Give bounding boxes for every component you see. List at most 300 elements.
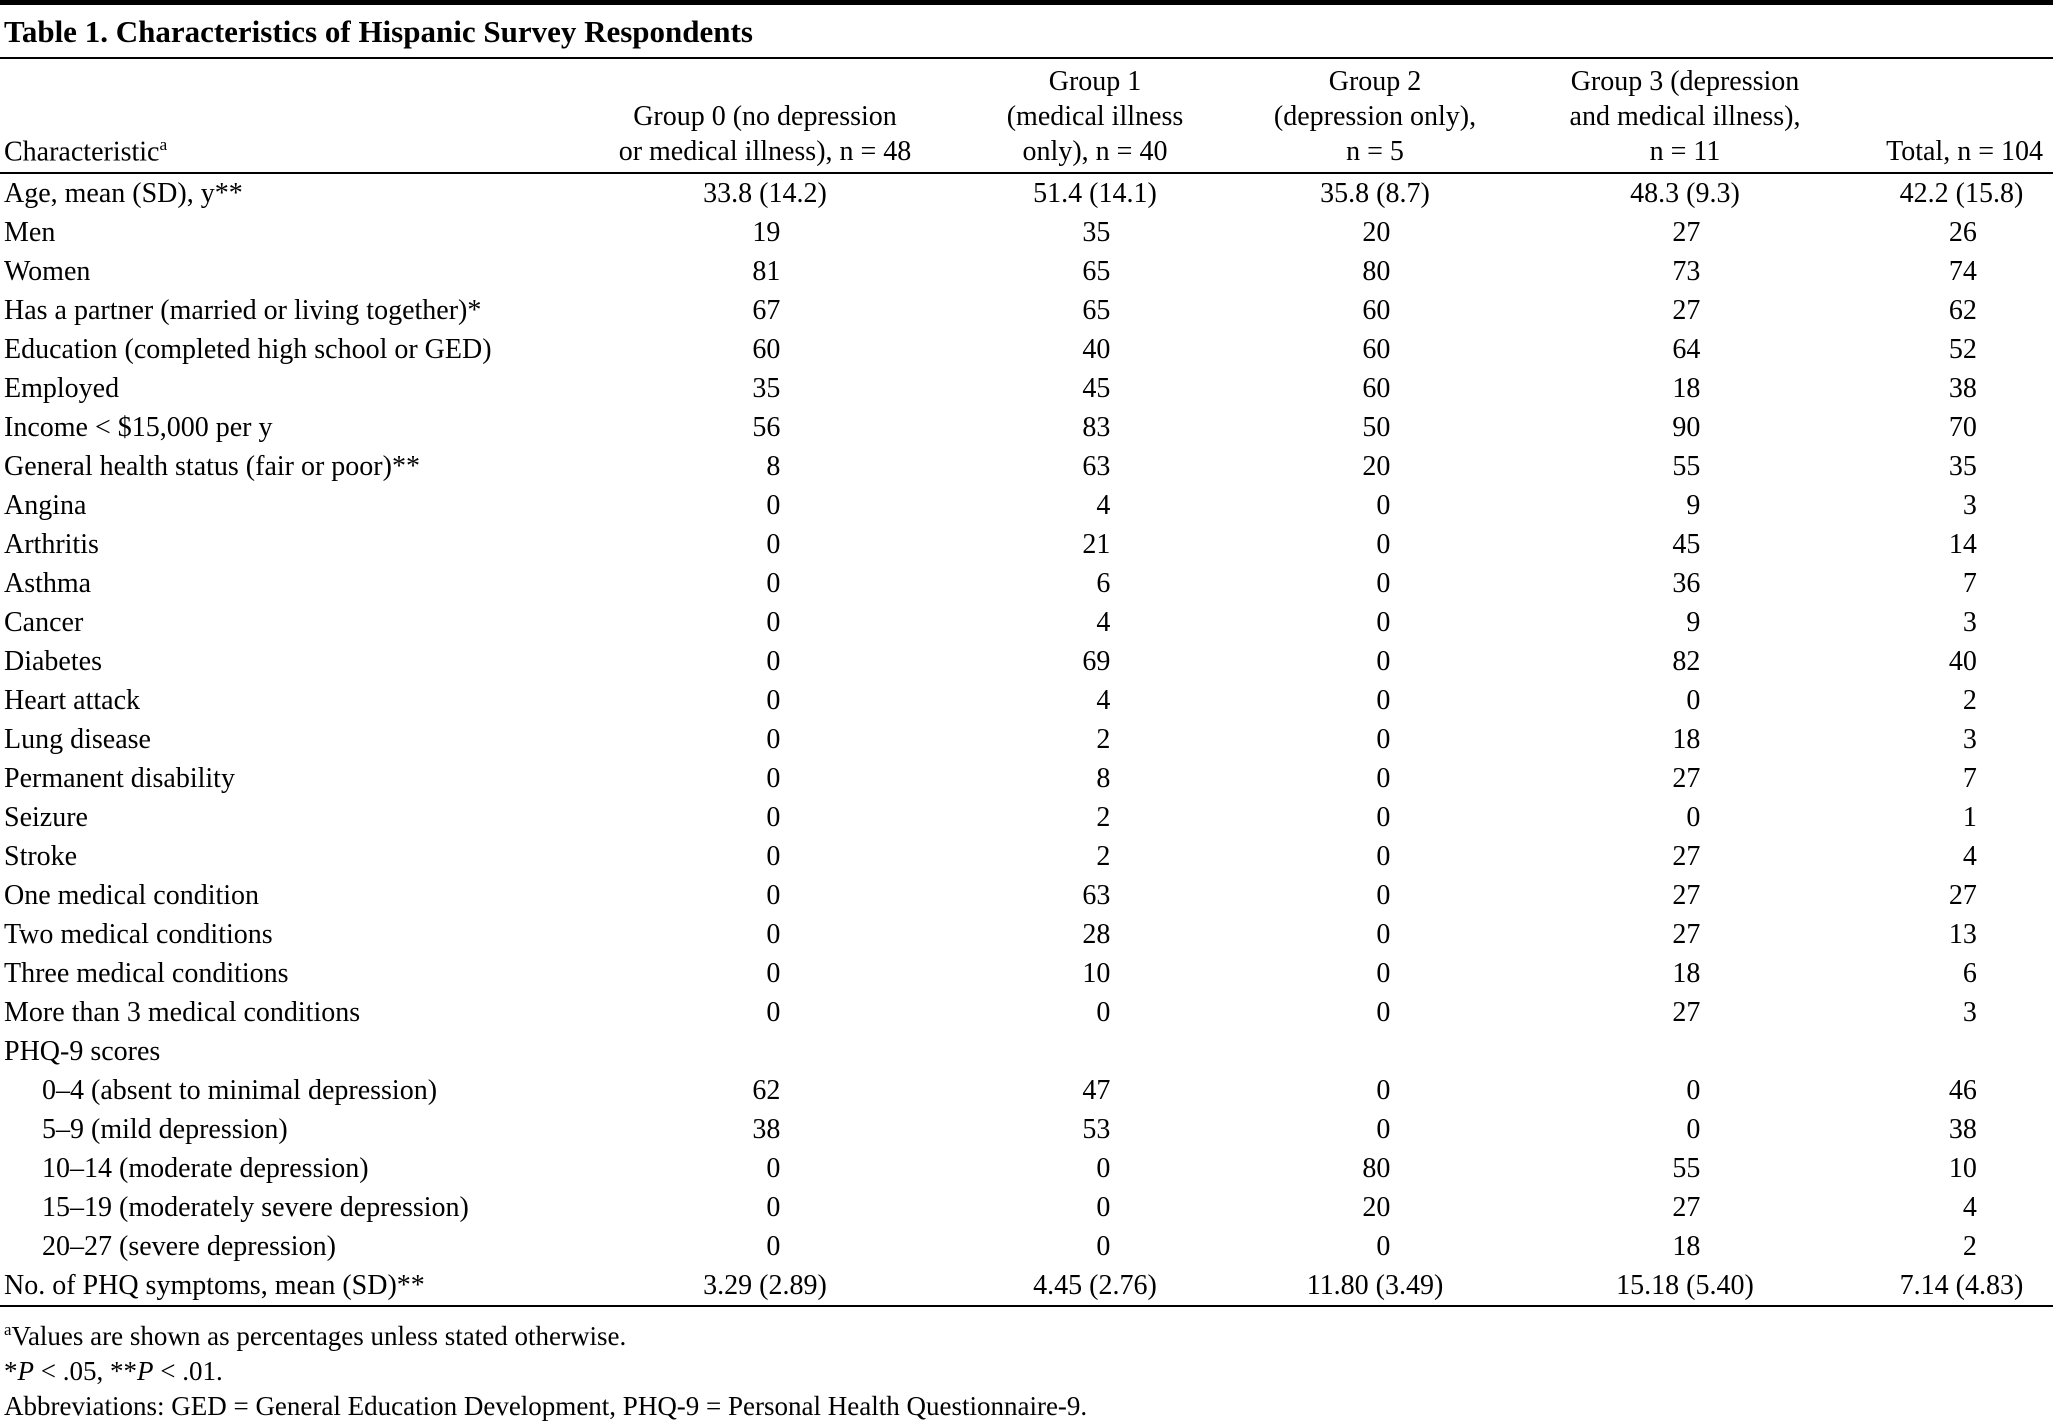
cell-value: 80 xyxy=(1362,1153,1391,1184)
cell xyxy=(1500,1071,1870,1110)
cell-value: 3 xyxy=(1962,997,1977,1028)
header-line: Group 1 xyxy=(1048,66,1142,97)
cell-value: 40 xyxy=(1082,334,1111,365)
row-label: General health status (fair or poor)** xyxy=(4,451,420,482)
cell-value: 27 xyxy=(1672,295,1701,326)
cell xyxy=(1870,876,2053,915)
cell xyxy=(1870,291,2053,330)
table-body xyxy=(0,173,2053,1306)
cell xyxy=(1870,369,2053,408)
cell-value: 8 xyxy=(766,451,781,482)
cell xyxy=(590,681,940,720)
footnote-text: P xyxy=(17,1356,34,1386)
cell xyxy=(1500,603,1870,642)
cell-value: 0 xyxy=(766,1192,781,1223)
footnote-text: Values are shown as percentages unless stated otherwise. xyxy=(11,1321,627,1351)
cell-value: 10 xyxy=(1948,1153,1977,1184)
cell-value: 0 xyxy=(766,724,781,755)
cell-value: 64 xyxy=(1672,334,1701,365)
cell-value: 27 xyxy=(1948,880,1977,911)
cell-value: 27 xyxy=(1672,1192,1701,1223)
cell-value: 14 xyxy=(1948,529,1977,560)
cell xyxy=(1500,564,1870,603)
table-row xyxy=(0,642,2053,681)
cell xyxy=(1500,1188,1870,1227)
cell xyxy=(1870,252,2053,291)
cell xyxy=(1500,915,1870,954)
cell xyxy=(590,408,940,447)
table-row xyxy=(0,1110,2053,1149)
cell xyxy=(1250,213,1500,252)
cell-value: 0 xyxy=(1096,1153,1111,1184)
row-label: Women xyxy=(4,256,91,287)
cell-value: 50 xyxy=(1362,412,1391,443)
table-row xyxy=(0,720,2053,759)
cell xyxy=(1870,564,2053,603)
cell xyxy=(1250,291,1500,330)
cell-value: 0 xyxy=(1376,1114,1391,1145)
row-label: Seizure xyxy=(4,802,88,833)
cell xyxy=(590,759,940,798)
cell-value: 18 xyxy=(1672,373,1701,404)
cell-value: 62 xyxy=(1948,295,1977,326)
col-header-group-4 xyxy=(1870,59,2053,173)
cell xyxy=(1500,252,1870,291)
cell-value: 19 xyxy=(752,217,781,248)
cell-value: 4 xyxy=(1096,490,1111,521)
cell-value: 0 xyxy=(766,685,781,716)
header-row xyxy=(0,59,2053,173)
cell xyxy=(590,798,940,837)
row-label: Three medical conditions xyxy=(4,958,289,989)
cell-value: 69 xyxy=(1082,646,1111,677)
row-label: Lung disease xyxy=(4,724,151,755)
cell-value: 20 xyxy=(1362,451,1391,482)
cell-value: 0 xyxy=(1376,880,1391,911)
cell xyxy=(940,876,1250,915)
cell xyxy=(590,954,940,993)
row-label: PHQ-9 scores xyxy=(4,1036,161,1067)
cell-value: 0 xyxy=(1376,1231,1391,1262)
row-label: Asthma xyxy=(4,568,92,599)
cell-value: 6 xyxy=(1962,958,1977,989)
header-line: (medical illness xyxy=(1006,101,1184,132)
cell-value: 45 xyxy=(1672,529,1701,560)
cell-value: 35.8 (8.7) xyxy=(1320,178,1430,209)
cell-value: 26 xyxy=(1948,217,1977,248)
cell xyxy=(590,213,940,252)
cell-value: 47 xyxy=(1082,1075,1111,1106)
cell xyxy=(1870,447,2053,486)
cell xyxy=(1500,720,1870,759)
cell-value: 0 xyxy=(766,997,781,1028)
cell xyxy=(590,1110,940,1149)
cell xyxy=(1250,759,1500,798)
cell xyxy=(590,993,940,1032)
cell-value: 0 xyxy=(1686,1114,1701,1145)
cell-value: 0 xyxy=(1376,646,1391,677)
cell xyxy=(1250,1227,1500,1266)
cell-value: 18 xyxy=(1672,1231,1701,1262)
cell xyxy=(1870,1032,2053,1071)
cell xyxy=(1870,759,2053,798)
cell-value: 0 xyxy=(766,568,781,599)
table-row xyxy=(0,369,2053,408)
header-line: n = 5 xyxy=(1346,136,1404,167)
cell xyxy=(1250,603,1500,642)
col-header-group-3 xyxy=(1500,59,1870,173)
cell xyxy=(940,1032,1250,1071)
cell-value: 0 xyxy=(766,490,781,521)
cell xyxy=(590,564,940,603)
cell xyxy=(940,681,1250,720)
cell xyxy=(1250,1032,1500,1071)
cell-value: 0 xyxy=(1376,1075,1391,1106)
table-row xyxy=(0,1071,2053,1110)
cell xyxy=(1250,876,1500,915)
cell-value: 27 xyxy=(1672,880,1701,911)
cell-value: 70 xyxy=(1948,412,1977,443)
cell xyxy=(940,954,1250,993)
table-row xyxy=(0,1227,2053,1266)
cell xyxy=(1250,993,1500,1032)
row-label: 5–9 (mild depression) xyxy=(42,1114,288,1145)
cell-value: 0 xyxy=(1376,841,1391,872)
cell xyxy=(1500,1149,1870,1188)
table-row xyxy=(0,1149,2053,1188)
row-label: Education (completed high school or GED) xyxy=(4,334,492,365)
cell-value: 8 xyxy=(1096,763,1111,794)
cell xyxy=(940,213,1250,252)
table-row xyxy=(0,486,2053,525)
cell xyxy=(1500,330,1870,369)
header-line: (depression only), xyxy=(1273,101,1477,132)
cell xyxy=(940,720,1250,759)
cell-value: 63 xyxy=(1082,880,1111,911)
cell xyxy=(1500,1032,1870,1071)
cell xyxy=(590,1149,940,1188)
table-row xyxy=(0,564,2053,603)
cell-value: 35 xyxy=(752,373,781,404)
cell-value: 83 xyxy=(1082,412,1111,443)
table-row xyxy=(0,408,2053,447)
header-line: n = 11 xyxy=(1649,136,1721,167)
cell xyxy=(1250,369,1500,408)
row-label: Has a partner (married or living together)* xyxy=(4,295,482,326)
cell xyxy=(940,1188,1250,1227)
header-line: or medical illness), n = 48 xyxy=(618,136,912,167)
cell xyxy=(1250,642,1500,681)
cell xyxy=(1250,408,1500,447)
cell xyxy=(940,525,1250,564)
cell xyxy=(1870,603,2053,642)
cell xyxy=(1870,1149,2053,1188)
row-label: Stroke xyxy=(4,841,78,872)
header-line: and medical illness), xyxy=(1569,101,1801,132)
cell xyxy=(1500,759,1870,798)
cell-value: 82 xyxy=(1672,646,1701,677)
cell-value: 40 xyxy=(1948,646,1977,677)
cell xyxy=(590,720,940,759)
cell-value: 0 xyxy=(766,880,781,911)
footnote-text: < .01. xyxy=(153,1356,223,1386)
cell xyxy=(1500,291,1870,330)
row-label: Angina xyxy=(4,490,87,521)
cell-value: 42.2 (15.8) xyxy=(1899,178,2024,209)
cell xyxy=(1500,213,1870,252)
cell-value: 33.8 (14.2) xyxy=(703,178,827,209)
col-header-group-0 xyxy=(590,59,940,173)
cell-value: 1 xyxy=(1962,802,1977,833)
row-label: Income < $15,000 per y xyxy=(4,412,273,443)
cell-value: 0 xyxy=(766,1153,781,1184)
cell-value: 18 xyxy=(1672,958,1701,989)
cell-value: 2 xyxy=(1096,841,1111,872)
cell-value: 0 xyxy=(1376,685,1391,716)
cell-value: 0 xyxy=(1376,490,1391,521)
header-line: only), n = 40 xyxy=(1022,136,1168,167)
cell xyxy=(1870,954,2053,993)
cell-value: 4.45 (2.76) xyxy=(940,1266,1250,1306)
header-line: Group 0 (no depression xyxy=(633,101,897,132)
table-row xyxy=(0,447,2053,486)
cell-value: 60 xyxy=(752,334,781,365)
cell-value: 38 xyxy=(1948,373,1977,404)
cell-value: 4 xyxy=(1096,685,1111,716)
cell xyxy=(1250,564,1500,603)
cell-value: 35 xyxy=(1948,451,1977,482)
cell-value: 60 xyxy=(1362,295,1391,326)
cell xyxy=(940,291,1250,330)
cell xyxy=(1500,798,1870,837)
table-row xyxy=(0,798,2053,837)
cell xyxy=(1500,525,1870,564)
row-label: Diabetes xyxy=(4,646,102,677)
cell-value: 65 xyxy=(1082,295,1111,326)
table-row xyxy=(0,603,2053,642)
cell-value: 0 xyxy=(1376,568,1391,599)
footnote-text: P xyxy=(136,1356,154,1386)
cell xyxy=(940,759,1250,798)
cell-value: 27 xyxy=(1672,763,1701,794)
cell xyxy=(1870,213,2053,252)
cell-value: 3.29 (2.89) xyxy=(590,1266,940,1306)
row-label: Arthritis xyxy=(4,529,99,560)
table-row xyxy=(0,173,2053,213)
cell-value: 4 xyxy=(1962,1192,1977,1223)
cell-value: 0 xyxy=(1096,1192,1111,1223)
cell xyxy=(940,408,1250,447)
cell-value: 48.3 (9.3) xyxy=(1630,178,1740,209)
cell-value: 0 xyxy=(1376,919,1391,950)
footnote xyxy=(4,1389,2049,1421)
cell xyxy=(590,1188,940,1227)
cell xyxy=(1500,369,1870,408)
cell xyxy=(940,603,1250,642)
cell-value: 7.14 (4.83) xyxy=(1870,1266,2053,1306)
cell xyxy=(590,330,940,369)
cell xyxy=(1250,525,1500,564)
cell xyxy=(1500,408,1870,447)
cell-value: 0 xyxy=(1686,685,1701,716)
cell xyxy=(940,369,1250,408)
cell xyxy=(940,252,1250,291)
cell xyxy=(940,330,1250,369)
cell xyxy=(1250,1110,1500,1149)
cell xyxy=(1500,1227,1870,1266)
row-label: Permanent disability xyxy=(4,763,235,794)
cell xyxy=(590,915,940,954)
cell xyxy=(940,837,1250,876)
cell-value: 0 xyxy=(766,646,781,677)
cell-value: 63 xyxy=(1082,451,1111,482)
table-row xyxy=(0,915,2053,954)
cell-value: 67 xyxy=(752,295,781,326)
cell-value: 0 xyxy=(1376,724,1391,755)
cell xyxy=(940,486,1250,525)
row-label: Two medical conditions xyxy=(4,919,273,950)
cell-value: 3 xyxy=(1962,490,1977,521)
cell xyxy=(1870,681,2053,720)
col-header-characteristic xyxy=(0,59,590,173)
cell-value: 28 xyxy=(1082,919,1111,950)
cell-value: 60 xyxy=(1362,334,1391,365)
cell-value: 0 xyxy=(766,802,781,833)
footnote-text: Abbreviations: GED = General Education Development, PHQ-9 = Personal Health Questionnaire-9. xyxy=(4,1391,1088,1421)
cell xyxy=(1870,642,2053,681)
cell xyxy=(590,369,940,408)
table-row xyxy=(0,759,2053,798)
cell-value: 81 xyxy=(752,256,781,287)
cell xyxy=(1250,915,1500,954)
row-label: 10–14 (moderate depression) xyxy=(42,1153,369,1184)
cell-value: 0 xyxy=(1376,763,1391,794)
cell xyxy=(1870,1071,2053,1110)
cell-value: 0 xyxy=(1376,607,1391,638)
cell-value: 13 xyxy=(1948,919,1977,950)
cell-value: 27 xyxy=(1672,997,1701,1028)
table-row xyxy=(0,993,2053,1032)
cell-value: 56 xyxy=(752,412,781,443)
cell-value: 0 xyxy=(1376,529,1391,560)
cell xyxy=(590,837,940,876)
cell xyxy=(1870,330,2053,369)
cell-value: 35 xyxy=(1082,217,1111,248)
cell-value: 3 xyxy=(1962,724,1977,755)
cell xyxy=(1870,720,2053,759)
cell-value: 2 xyxy=(1096,802,1111,833)
row-label: One medical condition xyxy=(4,880,260,911)
cell-value: 2 xyxy=(1096,724,1111,755)
cell xyxy=(1870,798,2053,837)
cell xyxy=(1870,1110,2053,1149)
cell xyxy=(590,252,940,291)
footnote-text: < .05, ** xyxy=(34,1356,137,1386)
table-header xyxy=(0,59,2053,173)
cell xyxy=(1250,486,1500,525)
col-header-group-2 xyxy=(1250,59,1500,173)
cell xyxy=(1870,408,2053,447)
cell xyxy=(1500,1110,1870,1149)
cell-value: 0 xyxy=(1376,958,1391,989)
cell-value: 62 xyxy=(752,1075,781,1106)
cell-value: 0 xyxy=(1686,1075,1701,1106)
table-row xyxy=(0,681,2053,720)
cell-value: 11.80 (3.49) xyxy=(1250,1266,1500,1306)
characteristics-table xyxy=(0,59,2053,1307)
cell xyxy=(1250,720,1500,759)
cell-value: 0 xyxy=(766,919,781,950)
cell xyxy=(1250,1149,1500,1188)
cell xyxy=(590,291,940,330)
row-label: 15–19 (moderately severe depression) xyxy=(42,1192,469,1223)
cell-value: 38 xyxy=(1948,1114,1977,1145)
table-row xyxy=(0,525,2053,564)
footnote-text: * xyxy=(4,1356,18,1386)
cell-value: 0 xyxy=(766,958,781,989)
cell xyxy=(1870,486,2053,525)
cell xyxy=(590,603,940,642)
cell xyxy=(1250,681,1500,720)
cell xyxy=(1500,447,1870,486)
cell xyxy=(1250,954,1500,993)
cell xyxy=(590,486,940,525)
table-row xyxy=(0,291,2053,330)
cell xyxy=(1250,447,1500,486)
table-row xyxy=(0,876,2053,915)
cell xyxy=(1500,681,1870,720)
cell-value: 20 xyxy=(1362,217,1391,248)
cell xyxy=(1500,837,1870,876)
cell xyxy=(940,564,1250,603)
cell-value: 20 xyxy=(1362,1192,1391,1223)
cell xyxy=(1870,525,2053,564)
header-line: Group 3 (depression xyxy=(1570,66,1800,97)
cell-value: 9 xyxy=(1686,490,1701,521)
cell-value: 46 xyxy=(1948,1075,1977,1106)
cell xyxy=(1500,954,1870,993)
row-label: 0–4 (absent to minimal depression) xyxy=(42,1075,438,1106)
cell xyxy=(1870,1188,2053,1227)
cell xyxy=(1250,837,1500,876)
cell xyxy=(1500,642,1870,681)
cell xyxy=(1870,993,2053,1032)
cell xyxy=(940,1227,1250,1266)
cell xyxy=(1500,993,1870,1032)
row-label: Age, mean (SD), y** xyxy=(4,178,243,209)
cell-value: 45 xyxy=(1082,373,1111,404)
cell-value: 38 xyxy=(752,1114,781,1145)
table-row xyxy=(0,213,2053,252)
cell-value: 0 xyxy=(766,763,781,794)
footnotes xyxy=(0,1307,2053,1421)
characteristic-footnote-marker: a xyxy=(159,134,168,154)
table-row xyxy=(0,252,2053,291)
row-label: Employed xyxy=(4,373,120,404)
cell-value: 52 xyxy=(1948,334,1977,365)
footnote xyxy=(4,1312,2049,1354)
cell xyxy=(590,876,940,915)
cell xyxy=(940,1071,1250,1110)
cell xyxy=(940,642,1250,681)
table-title: Table 1. Characteristics of Hispanic Survey Respondents xyxy=(0,5,2053,59)
cell-value: 0 xyxy=(1096,1231,1111,1262)
cell-value: 9 xyxy=(1686,607,1701,638)
cell-value: 10 xyxy=(1082,958,1111,989)
cell xyxy=(590,1071,940,1110)
cell-value: 0 xyxy=(766,607,781,638)
cell-value: 3 xyxy=(1962,607,1977,638)
